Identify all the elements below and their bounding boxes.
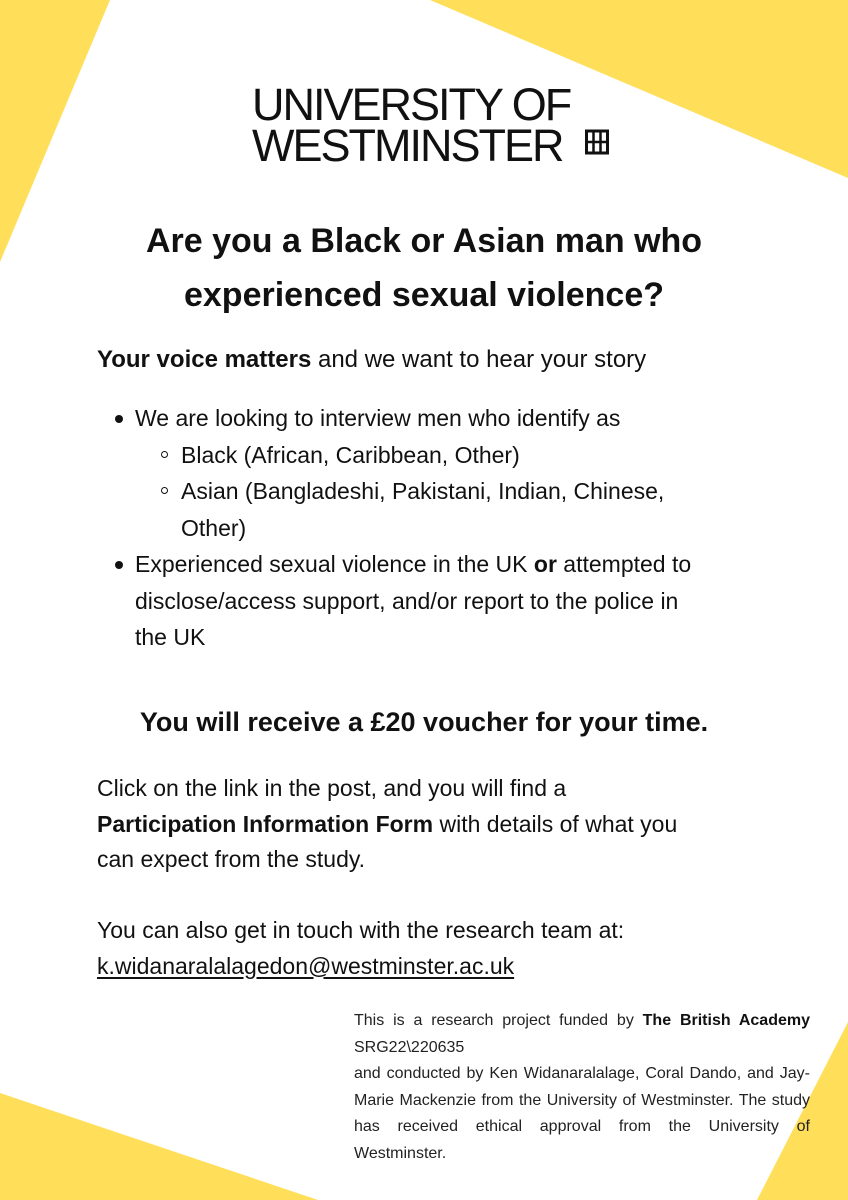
voice-bold: Your voice matters — [97, 346, 312, 373]
bullet-icon — [115, 561, 123, 569]
criteria-sub2-line2: Other) — [181, 514, 247, 541]
headline-line1: Are you a Black or Asian man who — [145, 222, 703, 260]
footer-funder: The British Academy — [642, 1012, 811, 1029]
criteria-item2-after: attempted to — [556, 551, 692, 577]
circle-bullet-icon — [161, 487, 168, 494]
criteria-item1: We are looking to interview men who identify as — [135, 405, 621, 431]
info-line1: Click on the link in the post, and you will find a — [97, 775, 567, 801]
footer-grant: SRG22\220635 — [354, 1038, 465, 1056]
list-subitem — [115, 473, 795, 546]
info-line2-rest: with details of what you — [433, 810, 678, 837]
funding-note — [354, 1008, 810, 1167]
criteria-item2-bold: or — [533, 551, 557, 577]
headline — [60, 214, 788, 322]
contact-email-link[interactable]: k.widanaralalagedon@westminster.ac.uk — [97, 952, 515, 979]
list-item — [115, 546, 795, 656]
logo-text-line2: WESTMINSTER — [252, 120, 563, 171]
info-form-name: Participation Information Form — [97, 810, 434, 837]
criteria-item2-line3: the UK — [135, 624, 206, 650]
criteria-sub1: Black (African, Caribbean, Other) — [181, 441, 520, 468]
footer-part2: and conducted by Ken Widanaralalage, Coral Dando, and Jay-Marie Mackenzie from the University of Westminster. The study has received ethical approval from the University of Westminster. — [354, 1065, 810, 1162]
voice-statement — [97, 342, 646, 378]
info-line3: can expect from the study. — [97, 846, 366, 872]
bullet-icon — [115, 415, 123, 423]
footer-part1: This is a research project funded by — [354, 1012, 643, 1029]
list-subitem — [115, 437, 795, 474]
criteria-item2-line2: disclose/access support, and/or report to the police in — [135, 587, 679, 614]
voucher-statement: You will receive a £20 voucher for your time. — [139, 707, 709, 737]
university-logo — [252, 79, 622, 171]
info-paragraph — [97, 771, 777, 878]
contact-paragraph — [97, 913, 777, 984]
criteria-item2-before: Experienced sexual violence in the UK — [135, 551, 534, 577]
voice-rest: and we want to hear your story — [311, 346, 647, 373]
criteria-sub2-line1: Asian (Bangladeshi, Pakistani, Indian, Chinese, — [181, 478, 665, 504]
list-item — [115, 400, 795, 437]
contact-line1: You can also get in touch with the research team at: — [97, 917, 625, 943]
headline-line2: experienced sexual violence? — [183, 276, 665, 314]
circle-bullet-icon — [161, 451, 168, 458]
logo-text-line1: UNIVERSITY OF — [252, 79, 571, 130]
criteria-list — [115, 400, 795, 656]
portcullis-icon — [585, 129, 609, 155]
